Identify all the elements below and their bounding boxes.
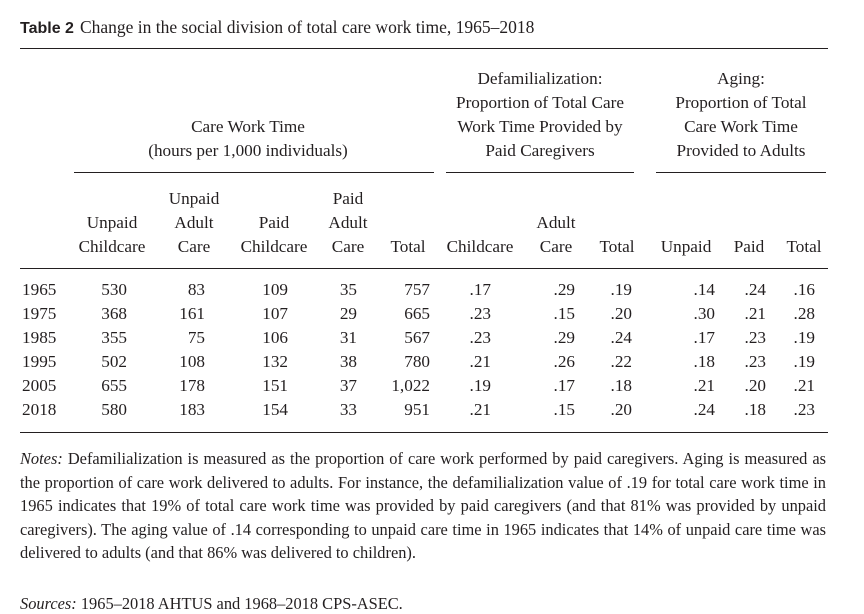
column-header-line: Total: [390, 237, 426, 256]
row-year: 2005: [22, 376, 57, 395]
column-header-unpaid-childcare: [67, 211, 157, 259]
cell-unpaid-childcare: 530: [101, 280, 127, 299]
notes-text: Defamilialization is measured as the proportion of care work performed by paid caregivers. Aging is measured as the proportion of care work delivered to adults. For instance, the defamilialization value of .19 for total care work time in 1965 indicates that 19% of total care work time was provided by paid caregivers (and that 81% was provided by unpaid caregivers). The aging value of .14 corresponding to unpaid care time in 1965 indicates that 14% of unpaid care time was delivered to adults (and that 86% was delivered to children).: [20, 449, 826, 562]
row-year: 1975: [22, 304, 57, 323]
group-line: Aging:: [717, 69, 765, 88]
column-header-line: Total: [786, 237, 822, 256]
cell-defam-childcare: .17: [469, 280, 491, 299]
cell-defam-adult-care: .26: [553, 352, 575, 371]
cell-defam-adult-care: .17: [553, 376, 575, 395]
cell-care-total: 757: [404, 280, 430, 299]
cell-unpaid-childcare: 655: [101, 376, 127, 395]
cell-aging-total: .19: [793, 328, 815, 347]
cell-paid-childcare: 151: [262, 376, 288, 395]
cell-unpaid-childcare: 580: [101, 400, 127, 419]
table-row: [0, 376, 864, 400]
cell-defam-childcare: .19: [469, 376, 491, 395]
group-line: Defamilialization:: [477, 69, 603, 88]
cell-defam-childcare: .23: [469, 304, 491, 323]
group-line: Care Work Time: [684, 117, 798, 136]
column-header-line: Care: [177, 237, 211, 256]
table-notes: [20, 447, 826, 565]
cell-aging-unpaid: .30: [693, 304, 715, 323]
cell-defam-childcare: .21: [469, 352, 491, 371]
table-row: [0, 280, 864, 304]
cell-aging-total: .21: [793, 376, 815, 395]
group-aging: [650, 67, 832, 163]
group-line: Work Time Provided by: [457, 117, 623, 136]
table-row: [0, 328, 864, 352]
column-header-line: Care: [331, 237, 365, 256]
group-line: Care Work Time: [191, 117, 305, 136]
span-rule-defamilialization: [446, 172, 634, 173]
cell-paid-childcare: 107: [262, 304, 288, 323]
column-header-line: Unpaid: [86, 213, 138, 232]
cell-defam-total: .22: [610, 352, 632, 371]
column-header-line: Total: [599, 237, 635, 256]
table-row: [0, 400, 864, 424]
cell-care-total: 665: [404, 304, 430, 323]
cell-paid-childcare: 106: [262, 328, 288, 347]
column-header-line: Childcare: [240, 237, 308, 256]
cell-defam-childcare: .21: [469, 400, 491, 419]
cell-paid-adult-care: 35: [339, 280, 357, 299]
cell-aging-unpaid: .21: [693, 376, 715, 395]
cell-aging-unpaid: .14: [693, 280, 715, 299]
column-header-line: Childcare: [446, 237, 514, 256]
cell-unpaid-adult-care: 108: [179, 352, 205, 371]
cell-care-total: 780: [404, 352, 430, 371]
row-year: 1985: [22, 328, 57, 347]
cell-unpaid-adult-care: 83: [187, 280, 205, 299]
cell-unpaid-adult-care: 178: [179, 376, 205, 395]
span-rule-aging: [656, 172, 826, 173]
column-header-aging-total: [759, 235, 849, 259]
table-label: Table 2: [20, 20, 74, 37]
cell-aging-paid: .18: [744, 400, 766, 419]
table-sources: [20, 594, 403, 614]
cell-paid-childcare: 132: [262, 352, 288, 371]
sources-text: 1965–2018 AHTUS and 1968–2018 CPS-ASEC.: [80, 594, 403, 613]
cell-defam-adult-care: .29: [553, 280, 575, 299]
cell-aging-paid: .24: [744, 280, 766, 299]
cell-unpaid-adult-care: 161: [179, 304, 205, 323]
cell-aging-paid: .20: [744, 376, 766, 395]
cell-paid-childcare: 154: [262, 400, 288, 419]
cell-defam-total: .19: [610, 280, 632, 299]
cell-aging-paid: .21: [744, 304, 766, 323]
group-line: (hours per 1,000 individuals): [148, 141, 348, 160]
cell-paid-adult-care: 33: [339, 400, 357, 419]
column-header-line: Unpaid: [168, 189, 220, 208]
column-header-line: Paid: [332, 189, 364, 208]
cell-aging-unpaid: .18: [693, 352, 715, 371]
column-header-unpaid-adult-care: [149, 187, 239, 259]
column-header-line: Adult: [328, 213, 368, 232]
cell-defam-adult-care: .15: [553, 400, 575, 419]
cell-paid-adult-care: 29: [339, 304, 357, 323]
cell-care-total: 1,022: [391, 376, 430, 395]
cell-unpaid-childcare: 355: [101, 328, 127, 347]
column-header-line: Childcare: [78, 237, 146, 256]
table-row: [0, 352, 864, 376]
cell-aging-total: .28: [793, 304, 815, 323]
cell-paid-adult-care: 31: [339, 328, 357, 347]
table-row: [0, 304, 864, 328]
cell-paid-childcare: 109: [262, 280, 288, 299]
cell-aging-unpaid: .24: [693, 400, 715, 419]
cell-defam-total: .24: [610, 328, 632, 347]
group-defamilialization: [430, 67, 650, 163]
column-header-line: Unpaid: [660, 237, 712, 256]
cell-defam-total: .20: [610, 400, 632, 419]
notes-label: Notes:: [20, 449, 63, 468]
group-line: Paid Caregivers: [485, 141, 595, 160]
row-year: 2018: [22, 400, 57, 419]
cell-paid-adult-care: 38: [339, 352, 357, 371]
group-care-work-time: [88, 115, 408, 163]
row-year: 1995: [22, 352, 57, 371]
header-rule: [20, 268, 828, 269]
cell-unpaid-childcare: 368: [101, 304, 127, 323]
cell-unpaid-adult-care: 183: [179, 400, 205, 419]
table-caption: [20, 17, 534, 38]
cell-defam-childcare: .23: [469, 328, 491, 347]
cell-care-total: 951: [404, 400, 430, 419]
column-header-line: Adult: [174, 213, 214, 232]
table-title: Change in the social division of total care work time, 1965–2018: [79, 17, 535, 37]
span-rule-care-time: [74, 172, 434, 173]
cell-defam-adult-care: .15: [553, 304, 575, 323]
cell-defam-total: .18: [610, 376, 632, 395]
cell-aging-unpaid: .17: [693, 328, 715, 347]
cell-paid-adult-care: 37: [339, 376, 357, 395]
column-header-line: Adult: [536, 213, 576, 232]
cell-aging-paid: .23: [744, 328, 766, 347]
column-header-line: Paid: [733, 237, 765, 256]
cell-unpaid-childcare: 502: [101, 352, 127, 371]
cell-aging-total: .16: [793, 280, 815, 299]
column-header-line: Care: [539, 237, 573, 256]
group-line: Proportion of Total Care: [456, 93, 624, 112]
column-header-line: Paid: [258, 213, 290, 232]
cell-unpaid-adult-care: 75: [187, 328, 205, 347]
sources-label: Sources:: [20, 594, 77, 613]
group-line: Proportion of Total: [675, 93, 807, 112]
bottom-rule: [20, 432, 828, 433]
row-year: 1965: [22, 280, 57, 299]
top-rule: [20, 48, 828, 49]
cell-aging-total: .19: [793, 352, 815, 371]
cell-aging-paid: .23: [744, 352, 766, 371]
cell-defam-adult-care: .29: [553, 328, 575, 347]
cell-defam-total: .20: [610, 304, 632, 323]
group-line: Provided to Adults: [676, 141, 806, 160]
cell-aging-total: .23: [793, 400, 815, 419]
cell-care-total: 567: [404, 328, 430, 347]
